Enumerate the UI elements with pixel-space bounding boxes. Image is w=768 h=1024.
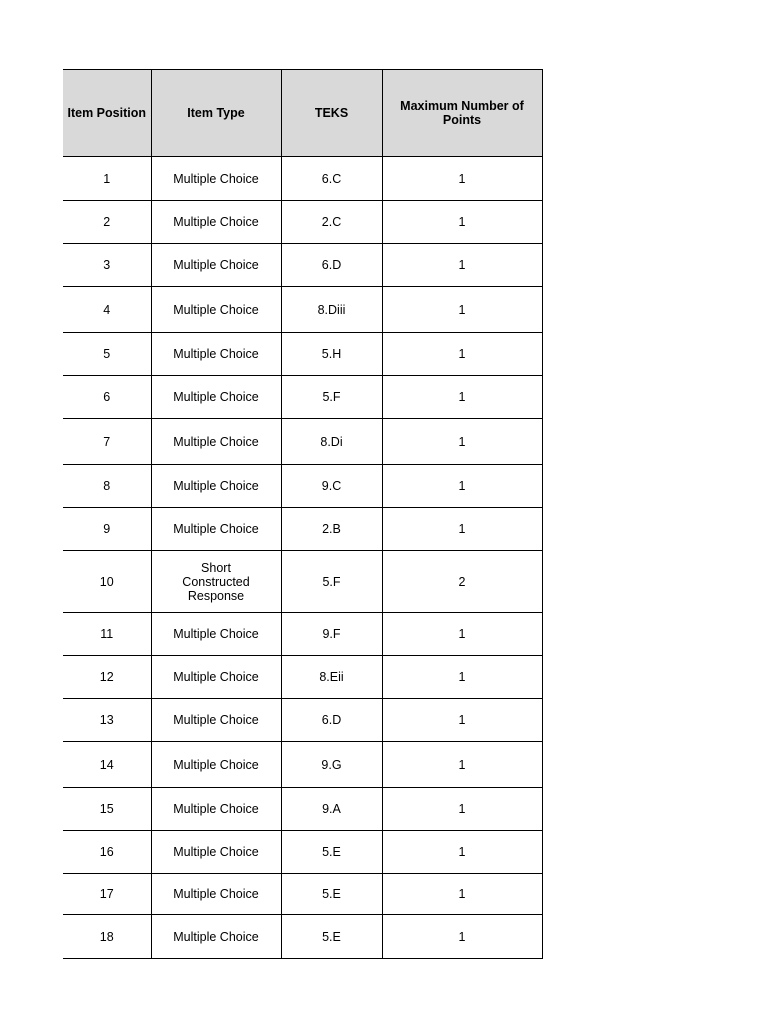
cell-max-points: 1 [382, 508, 542, 551]
cell-max-points: 1 [382, 699, 542, 742]
cell-teks: 5.F [281, 551, 382, 613]
cell-max-points: 1 [382, 874, 542, 915]
item-specification-table [63, 69, 543, 959]
cell-teks: 9.C [281, 465, 382, 508]
cell-max-points: 1 [382, 287, 542, 333]
cell-max-points: 1 [382, 419, 542, 465]
cell-item-type: Multiple Choice [151, 287, 281, 333]
cell-max-points: 1 [382, 465, 542, 508]
cell-item-type: Multiple Choice [151, 201, 281, 244]
cell-max-points: 2 [382, 551, 542, 613]
cell-item-type: Multiple Choice [151, 699, 281, 742]
table-row [63, 201, 542, 244]
cell-item-type: Short Constructed Response [151, 551, 281, 613]
cell-item-type: Multiple Choice [151, 157, 281, 201]
cell-max-points: 1 [382, 157, 542, 201]
cell-max-points: 1 [382, 376, 542, 419]
table-body [63, 157, 542, 959]
cell-item-type: Multiple Choice [151, 874, 281, 915]
table-row [63, 915, 542, 959]
cell-item-position: 9 [63, 508, 151, 551]
cell-item-type: Multiple Choice [151, 465, 281, 508]
cell-item-position: 1 [63, 157, 151, 201]
cell-teks: 9.G [281, 742, 382, 788]
table-header [63, 70, 542, 157]
cell-max-points: 1 [382, 915, 542, 959]
table-row [63, 287, 542, 333]
cell-item-type: Multiple Choice [151, 613, 281, 656]
table-row [63, 419, 542, 465]
table-row [63, 613, 542, 656]
table-row [63, 788, 542, 831]
cell-item-position: 18 [63, 915, 151, 959]
cell-item-position: 6 [63, 376, 151, 419]
cell-teks: 6.C [281, 157, 382, 201]
cell-item-position: 11 [63, 613, 151, 656]
cell-teks: 2.C [281, 201, 382, 244]
header-teks: TEKS [281, 70, 382, 157]
cell-item-position: 8 [63, 465, 151, 508]
cell-item-type: Multiple Choice [151, 831, 281, 874]
cell-item-position: 4 [63, 287, 151, 333]
cell-item-type: Multiple Choice [151, 508, 281, 551]
cell-item-position: 10 [63, 551, 151, 613]
cell-teks: 5.E [281, 831, 382, 874]
cell-item-position: 3 [63, 244, 151, 287]
table-row [63, 244, 542, 287]
cell-teks: 8.Diii [281, 287, 382, 333]
header-item-position: Item Position [63, 70, 151, 157]
cell-max-points: 1 [382, 788, 542, 831]
cell-teks: 8.Di [281, 419, 382, 465]
cell-item-position: 5 [63, 333, 151, 376]
table-row [63, 831, 542, 874]
table-row [63, 376, 542, 419]
cell-teks: 5.E [281, 915, 382, 959]
cell-teks: 5.E [281, 874, 382, 915]
table-row [63, 874, 542, 915]
cell-item-type: Multiple Choice [151, 788, 281, 831]
cell-teks: 6.D [281, 699, 382, 742]
cell-max-points: 1 [382, 613, 542, 656]
table-row [63, 699, 542, 742]
cell-item-position: 2 [63, 201, 151, 244]
cell-max-points: 1 [382, 742, 542, 788]
header-item-type: Item Type [151, 70, 281, 157]
cell-item-position: 17 [63, 874, 151, 915]
table-row [63, 333, 542, 376]
cell-item-type: Multiple Choice [151, 656, 281, 699]
cell-item-position: 13 [63, 699, 151, 742]
table-row [63, 656, 542, 699]
cell-item-position: 14 [63, 742, 151, 788]
cell-item-type: Multiple Choice [151, 376, 281, 419]
cell-teks: 9.A [281, 788, 382, 831]
cell-item-type: Multiple Choice [151, 333, 281, 376]
cell-max-points: 1 [382, 201, 542, 244]
cell-item-type: Multiple Choice [151, 419, 281, 465]
table-row [63, 157, 542, 201]
cell-item-position: 15 [63, 788, 151, 831]
cell-teks: 5.F [281, 376, 382, 419]
header-max-points: Maximum Number of Points [382, 70, 542, 157]
cell-max-points: 1 [382, 244, 542, 287]
cell-teks: 5.H [281, 333, 382, 376]
cell-item-type: Multiple Choice [151, 244, 281, 287]
cell-item-position: 7 [63, 419, 151, 465]
cell-item-position: 16 [63, 831, 151, 874]
header-row [63, 70, 542, 157]
cell-item-position: 12 [63, 656, 151, 699]
table-row [63, 551, 542, 613]
cell-max-points: 1 [382, 656, 542, 699]
table-row [63, 465, 542, 508]
cell-item-type: Multiple Choice [151, 742, 281, 788]
cell-item-type: Multiple Choice [151, 915, 281, 959]
cell-teks: 9.F [281, 613, 382, 656]
table-row [63, 508, 542, 551]
cell-teks: 2.B [281, 508, 382, 551]
table-row [63, 742, 542, 788]
cell-max-points: 1 [382, 333, 542, 376]
cell-teks: 6.D [281, 244, 382, 287]
cell-teks: 8.Eii [281, 656, 382, 699]
cell-max-points: 1 [382, 831, 542, 874]
